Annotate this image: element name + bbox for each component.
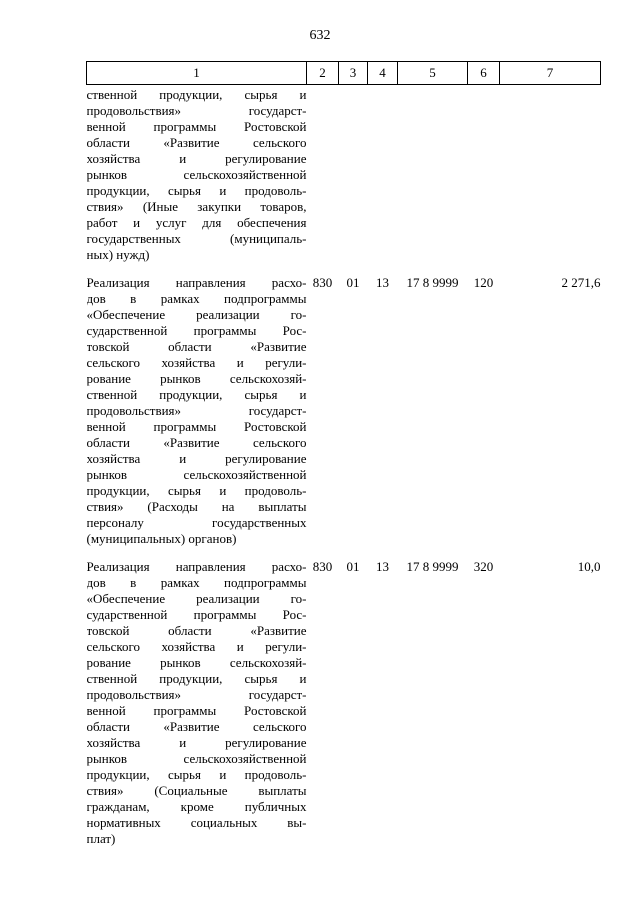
column-header-5: 5 bbox=[398, 62, 468, 85]
description-line: продукции, сырья и продоволь- bbox=[86, 483, 307, 498]
description-line: продукции, сырья и продоволь- bbox=[86, 183, 307, 198]
description-line: области «Развитие сельского bbox=[86, 435, 307, 450]
expense-description bbox=[87, 547, 307, 847]
amount-cell: 2 271,6 bbox=[561, 275, 601, 290]
page-number: 632 bbox=[309, 28, 331, 43]
header-row bbox=[87, 62, 601, 85]
description-line: ственной продукции, сырья и bbox=[86, 87, 307, 102]
expense-description bbox=[87, 263, 307, 547]
description-line: гражданам, кроме публичных bbox=[86, 799, 307, 814]
description-line: ных) нужд) bbox=[86, 247, 150, 262]
description-line: ствия» (Иные закупки товаров, bbox=[86, 199, 307, 214]
column-header-3: 3 bbox=[339, 62, 368, 85]
expense-type-cell: 320 bbox=[473, 559, 494, 574]
description-line: ственной продукции, сырья и bbox=[86, 387, 307, 402]
description-line: (муниципальных) органов) bbox=[86, 531, 237, 546]
amount-cell: 10,0 bbox=[577, 559, 601, 574]
table-row bbox=[87, 85, 601, 264]
description-line: товской области «Развитие bbox=[86, 623, 307, 638]
description-line: государственных (муниципаль- bbox=[86, 231, 307, 246]
admin-code-cell bbox=[307, 85, 339, 264]
description-line: хозяйства и регулирование bbox=[86, 735, 307, 750]
section-cell bbox=[339, 85, 368, 264]
description-line: Реализация направления расхо- bbox=[86, 559, 307, 574]
description-line: плат) bbox=[86, 831, 116, 846]
description-line: дов в рамках подпрограммы bbox=[86, 575, 307, 590]
section-cell: 01 bbox=[346, 559, 360, 574]
admin-code-cell: 830 bbox=[312, 559, 333, 574]
subsection-cell: 13 bbox=[376, 559, 389, 574]
subsection-cell bbox=[368, 85, 398, 264]
description-line: «Обеспечение реализации го- bbox=[86, 591, 307, 606]
admin-code-cell: 830 bbox=[312, 275, 333, 290]
column-header-2: 2 bbox=[307, 62, 339, 85]
description-line: рынков сельскохозяйственной bbox=[86, 167, 307, 182]
section-cell: 01 bbox=[346, 275, 360, 290]
description-line: рынков сельскохозяйственной bbox=[86, 751, 307, 766]
column-header-1: 1 bbox=[87, 62, 307, 85]
description-line: Реализация направления расхо- bbox=[86, 275, 307, 290]
table-row bbox=[87, 263, 601, 547]
description-line: работ и услуг для обеспечения bbox=[86, 215, 307, 230]
description-line: продовольствия» государст- bbox=[86, 403, 307, 418]
description-line: «Обеспечение реализации го- bbox=[86, 307, 307, 322]
description-line: ствия» (Расходы на выплаты bbox=[86, 499, 307, 514]
amount-cell bbox=[500, 85, 601, 264]
description-line: товской области «Развитие bbox=[86, 339, 307, 354]
budget-table bbox=[86, 61, 601, 847]
expense-type-cell bbox=[468, 85, 500, 264]
description-line: продукции, сырья и продоволь- bbox=[86, 767, 307, 782]
description-line: нормативных социальных вы- bbox=[86, 815, 307, 830]
description-line: венной программы Ростовской bbox=[86, 419, 307, 434]
description-line: сударственной программы Рос- bbox=[86, 607, 307, 622]
description-line: области «Развитие сельского bbox=[86, 135, 307, 150]
description-line: венной программы Ростовской bbox=[86, 703, 307, 718]
target-article-cell bbox=[398, 85, 468, 264]
description-line: области «Развитие сельского bbox=[86, 719, 307, 734]
description-line: рование рынков сельскохозяй- bbox=[86, 371, 307, 386]
table-row bbox=[87, 547, 601, 847]
description-line: ственной продукции, сырья и bbox=[86, 671, 307, 686]
description-line: рынков сельскохозяйственной bbox=[86, 467, 307, 482]
description-line: венной программы Ростовской bbox=[86, 119, 307, 134]
column-header-6: 6 bbox=[468, 62, 500, 85]
description-line: рование рынков сельскохозяй- bbox=[86, 655, 307, 670]
description-line: продовольствия» государст- bbox=[86, 687, 307, 702]
description-line: сельского хозяйства и регули- bbox=[86, 639, 307, 654]
expense-type-cell: 120 bbox=[473, 275, 494, 290]
column-header-4: 4 bbox=[368, 62, 398, 85]
description-line: персоналу государственных bbox=[86, 515, 307, 530]
target-article-cell: 17 8 9999 bbox=[406, 559, 459, 574]
description-line: хозяйства и регулирование bbox=[86, 451, 307, 466]
description-line: хозяйства и регулирование bbox=[86, 151, 307, 166]
description-line: сельского хозяйства и регули- bbox=[86, 355, 307, 370]
target-article-cell: 17 8 9999 bbox=[406, 275, 459, 290]
column-header-7: 7 bbox=[500, 62, 601, 85]
description-line: ствия» (Социальные выплаты bbox=[86, 783, 307, 798]
subsection-cell: 13 bbox=[376, 275, 389, 290]
expense-description bbox=[87, 85, 307, 264]
description-line: продовольствия» государст- bbox=[86, 103, 307, 118]
description-line: сударственной программы Рос- bbox=[86, 323, 307, 338]
table-body bbox=[87, 85, 601, 848]
description-line: дов в рамках подпрограммы bbox=[86, 291, 307, 306]
